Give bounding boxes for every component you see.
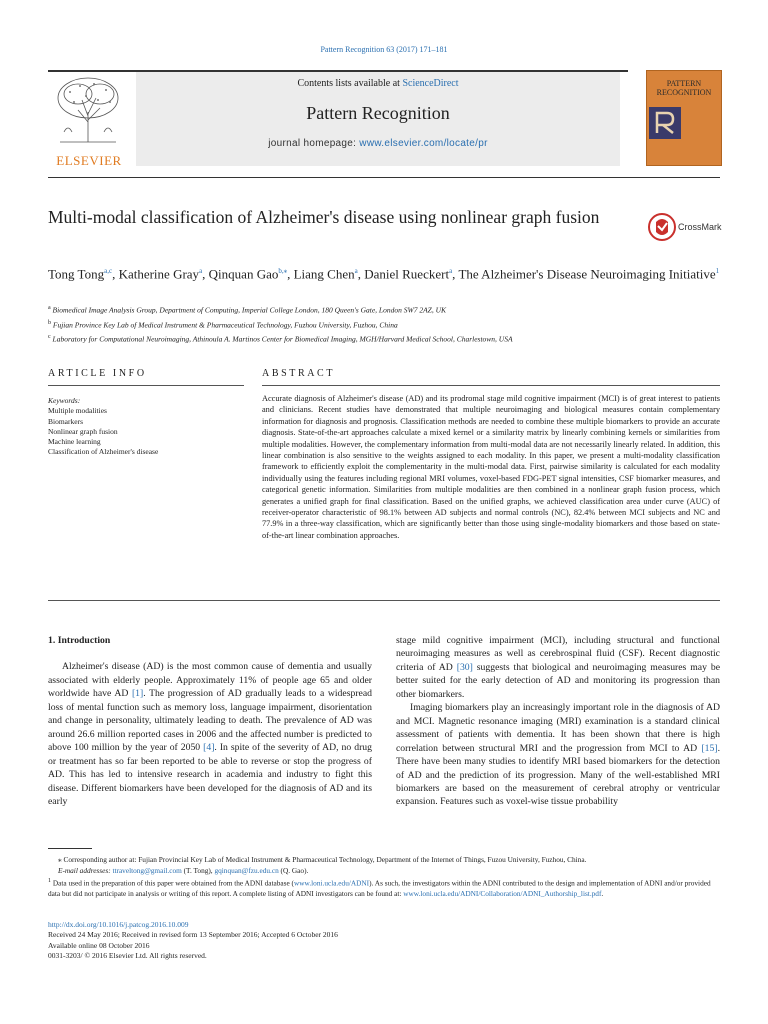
article-info-heading: ARTICLE INFO (48, 368, 147, 379)
keyword-item: Machine learning (48, 437, 101, 447)
abstract-divider (262, 385, 720, 386)
author-name[interactable]: Liang Chen (293, 266, 355, 282)
footnote-mark: 1 (48, 878, 52, 884)
body-column-left (48, 634, 372, 808)
journal-reference-link[interactable]: Pattern Recognition 63 (2017) 171–181 (320, 45, 448, 54)
homepage-label: journal homepage: (268, 138, 360, 149)
keyword-item: Biomarkers (48, 416, 83, 426)
homepage-link[interactable]: www.elsevier.com/locate/pr (359, 138, 488, 149)
footnote-adni (48, 876, 720, 899)
doi-link[interactable]: http://dx.doi.org/10.1016/j.patcog.2016.10.009 (48, 920, 189, 929)
elsevier-tree-icon (50, 72, 126, 148)
publisher-name: ELSEVIER (56, 153, 122, 168)
author-list: Tong Tong$^{a,c}$, Katherine Gray$^a$, Qinquan Gao$^{b,⁎}$, Liang Chen$^a$, Daniel Rueckert$^a$, The Alzheimer's Disease Neuroimaging Initiative$^1$ (48, 266, 720, 282)
keywords-block (48, 396, 248, 458)
cover-title: PATTERN RECOGNITION (656, 79, 712, 97)
author-affiliation-mark[interactable]: a (354, 267, 358, 275)
homepage-line (136, 138, 620, 149)
author-affiliation-mark[interactable]: b,⁎ (278, 267, 288, 275)
section-heading-introduction: 1. Introduction (48, 635, 111, 646)
abstract-heading: ABSTRACT (262, 368, 336, 379)
abstract-bottom-divider (48, 600, 720, 601)
body-column-right (396, 634, 720, 809)
affiliations (48, 302, 728, 346)
text-run: (T. Tong), (181, 865, 215, 875)
journal-title: Pattern Recognition (306, 103, 450, 123)
text-run: . The progression of AD gradually leads to a widespread loss of mental function such as memory loss, language impairment, disorientation and change in personality, ultimately leading to death. The prevalence of AD was around 26.6 million reported cases in 2006 and the affected number is predicted to above 100 million by the year of 2050 (48, 688, 372, 754)
text-run: . In spite of the severity of AD, no drug or treatment has so far been reported to be able to reverse or stop the progress of AD. This has led to intensive research in academia and industry to fight this disease. Different biomarkers have been developed for the diagnosis of AD and its early (48, 742, 372, 807)
affiliation-line (48, 317, 728, 332)
citation-link[interactable]: [30] (456, 661, 473, 673)
paragraph (48, 660, 372, 808)
keyword-item: Nonlinear graph fusion (48, 426, 118, 436)
header-divider (48, 177, 720, 178)
crossmark-icon (648, 212, 676, 242)
author-name[interactable]: Katherine Gray (118, 266, 200, 282)
affiliation-mark: a (48, 305, 51, 311)
received-dates: Received 24 May 2016; Received in revised form 13 September 2016; Accepted 6 October 2016 (48, 930, 338, 940)
keyword-item: Multiple modalities (48, 406, 107, 416)
keywords-label: Keywords: (48, 396, 81, 405)
article-info-divider (48, 385, 244, 386)
email-label: E-mail addresses: (58, 865, 113, 875)
affiliation-line (48, 302, 728, 317)
sciencedirect-link[interactable]: ScienceDirect (402, 78, 459, 89)
contents-prefix: Contents lists available at (297, 78, 403, 89)
author-affiliation-mark[interactable]: a (199, 267, 203, 275)
affiliation-line (48, 331, 728, 346)
text-run: . There have been many studies to identify MRI based biomarkers for the detection of AD and the prediction of its progression. Many of the well-established MRI biomarkers are based on the measurement of cerebral atrophy or ventricular expansion. Features such as voxel-wise tissue probability (396, 742, 720, 808)
journal-cover-thumbnail (646, 70, 722, 166)
text-run: Alzheimer's disease (AD) is the most common cause of dementia and usually associated with elderly people. Approximately 11% of people age 65 and older worldwide have AD (48, 661, 372, 700)
author-name[interactable]: Tong Tong (48, 266, 105, 282)
footnotes (48, 855, 720, 899)
affiliation-mark: c (48, 334, 51, 340)
footnote-divider (48, 848, 92, 849)
cover-emblem-icon (647, 105, 683, 141)
author-affiliation-mark[interactable]: a (449, 267, 453, 275)
author-affiliation-mark[interactable]: 1 (715, 267, 720, 275)
publisher-logo (50, 72, 128, 166)
available-online: Available online 08 October 2016 (48, 940, 150, 950)
citation-link[interactable]: [4] (203, 742, 215, 754)
paragraph (396, 701, 720, 809)
affiliation-text: Fujian Province Key Lab of Medical Instrument & Pharmaceutical Technology, Fuzhou University, Fuzhou, China (51, 320, 398, 329)
journal-header (136, 72, 620, 166)
footnote-emails (48, 866, 720, 877)
publication-info (48, 920, 720, 962)
text-run: Data used in the preparation of this paper were obtained from the ADNI database ( (51, 878, 294, 888)
keywords-list (48, 406, 248, 457)
affiliation-text: Laboratory for Computational Neuroimaging, Athinoula A. Martinos Center for Biomedical Imaging, MGH/Harvard Medical School, Charlestown, USA (50, 334, 513, 344)
paper-title: Multi-modal classification of Alzheimer's disease using nonlinear graph fusion (48, 207, 600, 227)
author-affiliation-mark[interactable]: a,c (104, 267, 113, 275)
text-run: stage mild cognitive impairment (MCI), including structural and functional neuroimaging measures as well as cerebrospinal fluid (CSF). Recent diagnostic criteria of AD (396, 635, 720, 673)
adni-link[interactable]: www.loni.ucla.edu/ADNI (294, 878, 370, 888)
author-name[interactable]: Qinquan Gao (208, 266, 279, 282)
author-name[interactable]: Daniel Rueckert (364, 266, 450, 282)
crossmark-badge[interactable] (648, 212, 728, 242)
contents-line (136, 78, 620, 89)
keyword-item: Classification of Alzheimer's disease (48, 447, 159, 457)
copyright: 0031-3203/ © 2016 Elsevier Ltd. All rights reserved. (48, 951, 207, 961)
text-run: ). As such, the investigators within the ADNI contributed to the design and implementation of ADNI and/or provided data but did not participate in analysis or writing of this report. A complete listing of ADNI investigators can be found at: (48, 878, 711, 898)
affiliation-text: Biomedical Image Analysis Group, Department of Computing, Imperial College London, 180 Queen's Gate, London SW7 2AZ, UK (50, 305, 446, 315)
citation-link[interactable]: [1] (131, 688, 144, 700)
text-run: . (601, 888, 604, 898)
footnote-corresponding: ⁎ Corresponding author at: Fujian Provincial Key Lab of Medical Instrument & Pharmaceutical Technology, Department of the Internet of Things, Fuzou University, Fuzhou, China. (58, 855, 587, 864)
text-run: Imaging biomarkers play an increasingly important role in the diagnosis of AD and MCI. Magnetic resonance imaging (MRI) examination is a standard clinical assessment of patients with dementia. It has been shown that there is high correlation between structural MRI and the progression from MCI to AD (396, 702, 720, 754)
email-link[interactable]: gqinquan@fzu.edu.cn (214, 865, 279, 875)
paragraph (396, 634, 720, 701)
text-run: (Q. Gao). (278, 865, 309, 875)
crossmark-label: CrossMark (678, 222, 722, 232)
adni-authorship-link[interactable]: www.loni.ucla.edu/ADNI/Collaboration/ADNI_Authorship_list.pdf (403, 888, 602, 898)
affiliation-mark: b (48, 319, 51, 326)
text-run: suggests that biological and neuroimaging measures may be better suited for the early detection of AD and monitoring its progression than other biomarkers. (396, 661, 720, 700)
abstract-text: Accurate diagnosis of Alzheimer's disease (AD) and its prodromal stage mild cognitive impairment (MCI) is of great interest to patients and clinicians. Recent studies have demonstrated that multiple neuroimaging and biological measures contain complementary information for diagnosis and prognosis. Classification methods are needed to combine these multiple biomarkers to provide an accurate diagnosis. State-of-the-art approaches calculate a mixed kernel or a similarity matrix by linearly combining kernels or similarities from multiple modalities. However, the complementary information from multi-modal data are not necessarily linearly related. In addition, this linear combination is also sensitive to the weights assigned to each modality. In this paper, we present a multi-modality classification framework to efficiently exploit the complementarity in the multi-modal data. First, pairwise similarity is calculated for each modality individually using the features including regional MRI volumes, voxel-based FDG-PET signal intensities, CSF biomarker measures, and categorical genetic information. Similarities from multiple modalities are then combined in a nonlinear graph fusion process, which generates a unified graph for final classification. Based on the unified graphs, we achieved classification area under curve (AUC) of receiver-operator characteristic of 98.1% between AD subjects and normal controls (NC), 82.4% between MCI subjects and NC and 77.9% in a three-way classification, which are significantly better than those using single-modality biomarkers and those based on state-of-the-art linear combination approaches. (262, 394, 720, 540)
author-name[interactable]: The Alzheimer's Disease Neuroimaging Initiative (458, 266, 716, 282)
citation-link[interactable]: [15] (701, 742, 718, 754)
email-link[interactable]: ttraveltong@gmail.com (112, 865, 182, 875)
